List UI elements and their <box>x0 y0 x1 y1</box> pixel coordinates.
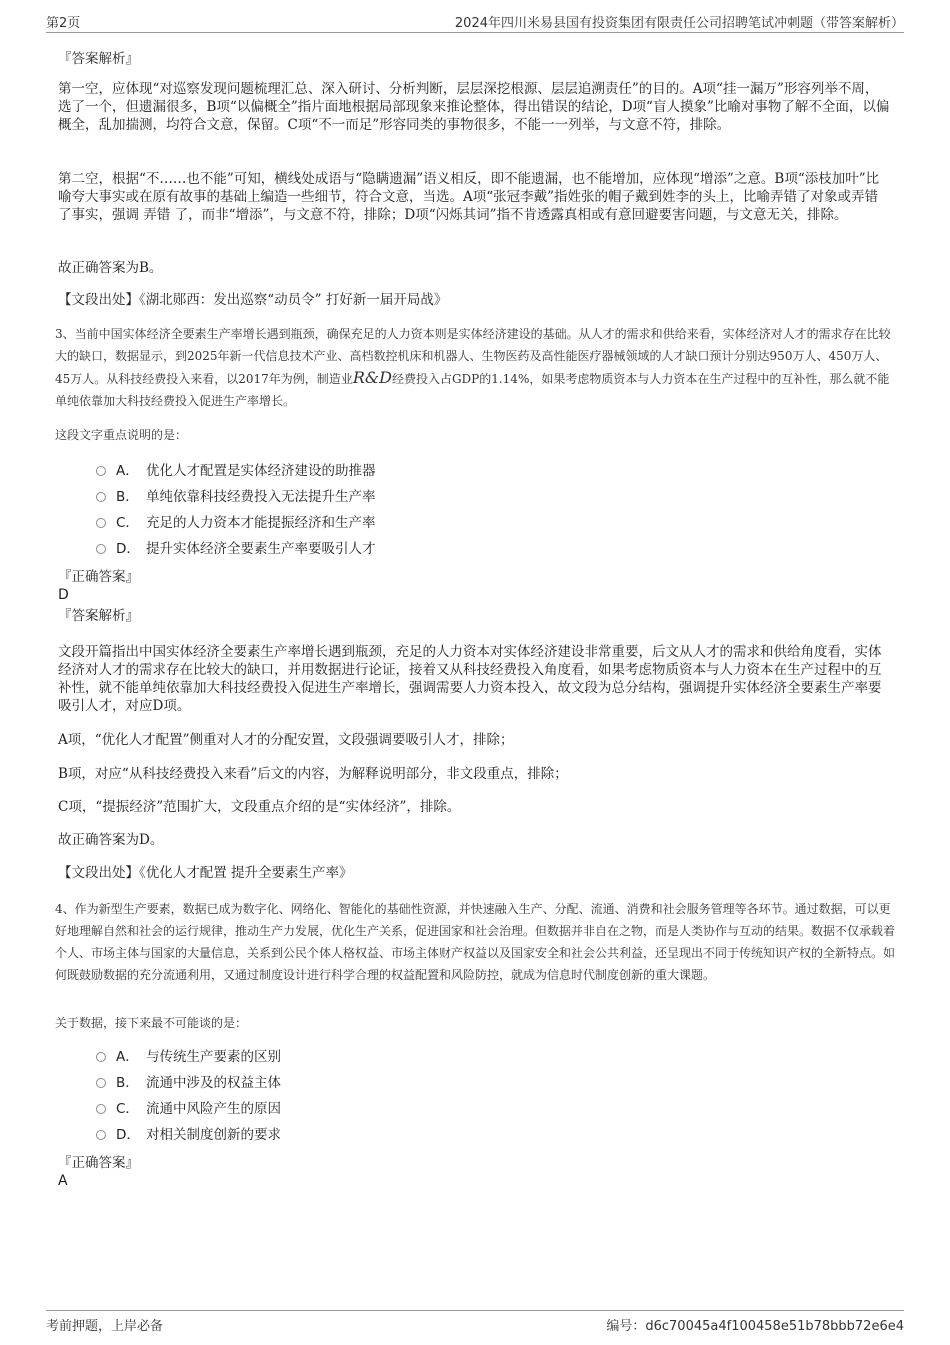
q2-conclusion: 故正确答案为B。 <box>58 260 163 276</box>
q4-stem: 4、作为新型生产要素，数据已成为数字化、网络化、智能化的基础性资源，并快速融入生产、分配、流通、消费和社会服务管理等各环节。通过数据，可以更好地理解自然和社会的运行规律，推动生产力发展，优化生产关系，促进国家和社会治理。但数据并非自在之物，而是人类协作与互动的结果。数据不仅承载着个人、市场主体与国家的大量信息，关系到公民个体人格权益、市场主体财产权益以及国家安全和社会公共利益，还呈现出不同于传统知识产权的全新特点。如何既鼓励数据的充分流通利用，又通过制度设计进行科学合理的权益配置和风险防控，就成为信息时代制度创新的重大课题。 <box>55 902 896 982</box>
radio-icon[interactable] <box>96 466 106 476</box>
q2-source: 【文段出处】《湖北郧西：发出巡察“动员令” 打好新一届开局战》 <box>58 292 448 308</box>
q3-stem-part-b: 经费投入占GDP的1.14%，如果考虑物质资本与人力资本在生产过程中的互补性，那么就不能单纯依靠加大科技经费投入促进生产率增长。 <box>55 372 890 408</box>
q3-option-d[interactable]: D． 提升实体经济全要素生产率要吸引人才 <box>96 539 376 559</box>
q2-analysis-p1: 第一空，应体现“对巡察发现问题梳理汇总、深入研讨、分析判断，层层深挖根源、层层追溯责任”的目的。A项“挂一漏万”形容列举不周，选了一个，但遗漏很多，B项“以偏概全”指片面地根据局部现象来推论整体，得出错误的结论，D项“盲人摸象”比喻对事物了解不全面，以偏概全，乱加揣测，均符合文意，保留。C项“不一而足”形容同类的事物很多，不能一一列举，与文意不符，排除。 <box>58 81 890 133</box>
q3-conclusion: 故正确答案为D。 <box>58 832 164 848</box>
radio-icon[interactable] <box>96 492 106 502</box>
radio-icon[interactable] <box>96 1078 106 1088</box>
document-title: 2024年四川米易县国有投资集团有限责任公司招聘笔试冲刺题（带答案解析） <box>454 16 904 31</box>
q3-answer-label: 『正确答案』 <box>58 569 139 585</box>
q3-analysis-p4: C项，“提振经济”范围扩大，文段重点介绍的是“实体经济”，排除。 <box>58 799 461 815</box>
radio-icon[interactable] <box>96 1104 106 1114</box>
q3-analysis-p1: 文段开篇指出中国实体经济全要素生产率增长遇到瓶颈，充足的人力资本对实体经济建设非常重要，后文从人才的需求和供给角度看，实体经济对人才的需求存在比较大的缺口，并用数据进行论证，接着又从科技经费投入角度看，如果考虑物质资本与人力资本在生产过程中的互补性，就不能单纯依靠加大科技经费投入促进生产率增长，强调需要人力资本投入，故文段为总分结构，强调提升实体经济全要素生产率要吸引人才，对应D项。 <box>58 644 882 714</box>
document-id: 编号：d6c70045a4f100458e51b78bbb72e6e4 <box>606 1319 904 1334</box>
q4-answer: A <box>58 1173 68 1189</box>
q3-stem-part-a: 3、当前中国实体经济全要素生产率增长遇到瓶颈，确保充足的人力资本则是实体经济建设的基础。从人才的需求和供给来看，实体经济对人才的需求存在比较大的缺口，数据显示，到2025年新一代信息技术产业、高档数控机床和机器人、生物医药及高性能医疗器械领域的人才缺口预计分别达950万人、450万人、45万人。从科技经费投入来看，以2017年为例，制造业 <box>55 327 891 386</box>
q4-option-b[interactable]: B． 流通中涉及的权益主体 <box>96 1073 281 1093</box>
q4-question: 关于数据，接下来最不可能谈的是： <box>55 1016 248 1030</box>
radio-icon[interactable] <box>96 1052 106 1062</box>
radio-icon[interactable] <box>96 1130 106 1140</box>
q3-analysis-p3: B项，对应“从科技经费投入来看”后文的内容，为解释说明部分，非文段重点，排除； <box>58 766 568 782</box>
radio-icon[interactable] <box>96 544 106 554</box>
page-footer <box>46 1310 904 1335</box>
q4-option-c[interactable]: C． 流通中风险产生的原因 <box>96 1099 281 1119</box>
q4-option-d[interactable]: D． 对相关制度创新的要求 <box>96 1125 281 1145</box>
q3-analysis-p2: A项，“优化人才配置”侧重对人才的分配安置，文段强调要吸引人才，排除； <box>58 732 514 748</box>
q3-option-b[interactable]: B． 单纯依靠科技经费投入无法提升生产率 <box>96 487 376 507</box>
q3-stem <box>55 323 895 412</box>
footer-slogan: 考前押题，上岸必备 <box>46 1319 164 1334</box>
q4-answer-label: 『正确答案』 <box>58 1155 139 1171</box>
q3-rd-formula: R&D <box>352 368 392 387</box>
q3-answer: D <box>58 587 69 603</box>
q3-option-c[interactable]: C． 充足的人力资本才能提振经济和生产率 <box>96 513 376 533</box>
page-header <box>46 10 904 33</box>
q3-analysis-label: 『答案解析』 <box>58 608 139 624</box>
q3-question: 这段文字重点说明的是： <box>55 428 188 442</box>
page-number: 第2页 <box>46 16 81 31</box>
q3-option-a[interactable]: A． 优化人才配置是实体经济建设的助推器 <box>96 461 376 481</box>
q3-source: 【文段出处】《优化人才配置 提升全要素生产率》 <box>58 865 353 881</box>
q4-option-a[interactable]: A． 与传统生产要素的区别 <box>96 1047 281 1067</box>
q2-analysis-label: 『答案解析』 <box>58 51 139 67</box>
radio-icon[interactable] <box>96 518 106 528</box>
q2-analysis-p2: 第二空，根据“不……也不能”可知，横线处成语与“隐瞒遗漏”语义相反，即不能遗漏，也不能增加，应体现“增添”之意。B项“添枝加叶”比喻夸大事实或在原有故事的基础上编造一些细节，符合文意，当选。A项“张冠李戴”指姓张的帽子戴到姓李的头上，比喻弄错了对象或弄错了事实，强调 弄错 了，而非“增添”，与文意不符，排除；D项“闪烁其词”指不肯透露真相或有意回避要害问题，与文意无关，排除。 <box>58 171 880 223</box>
